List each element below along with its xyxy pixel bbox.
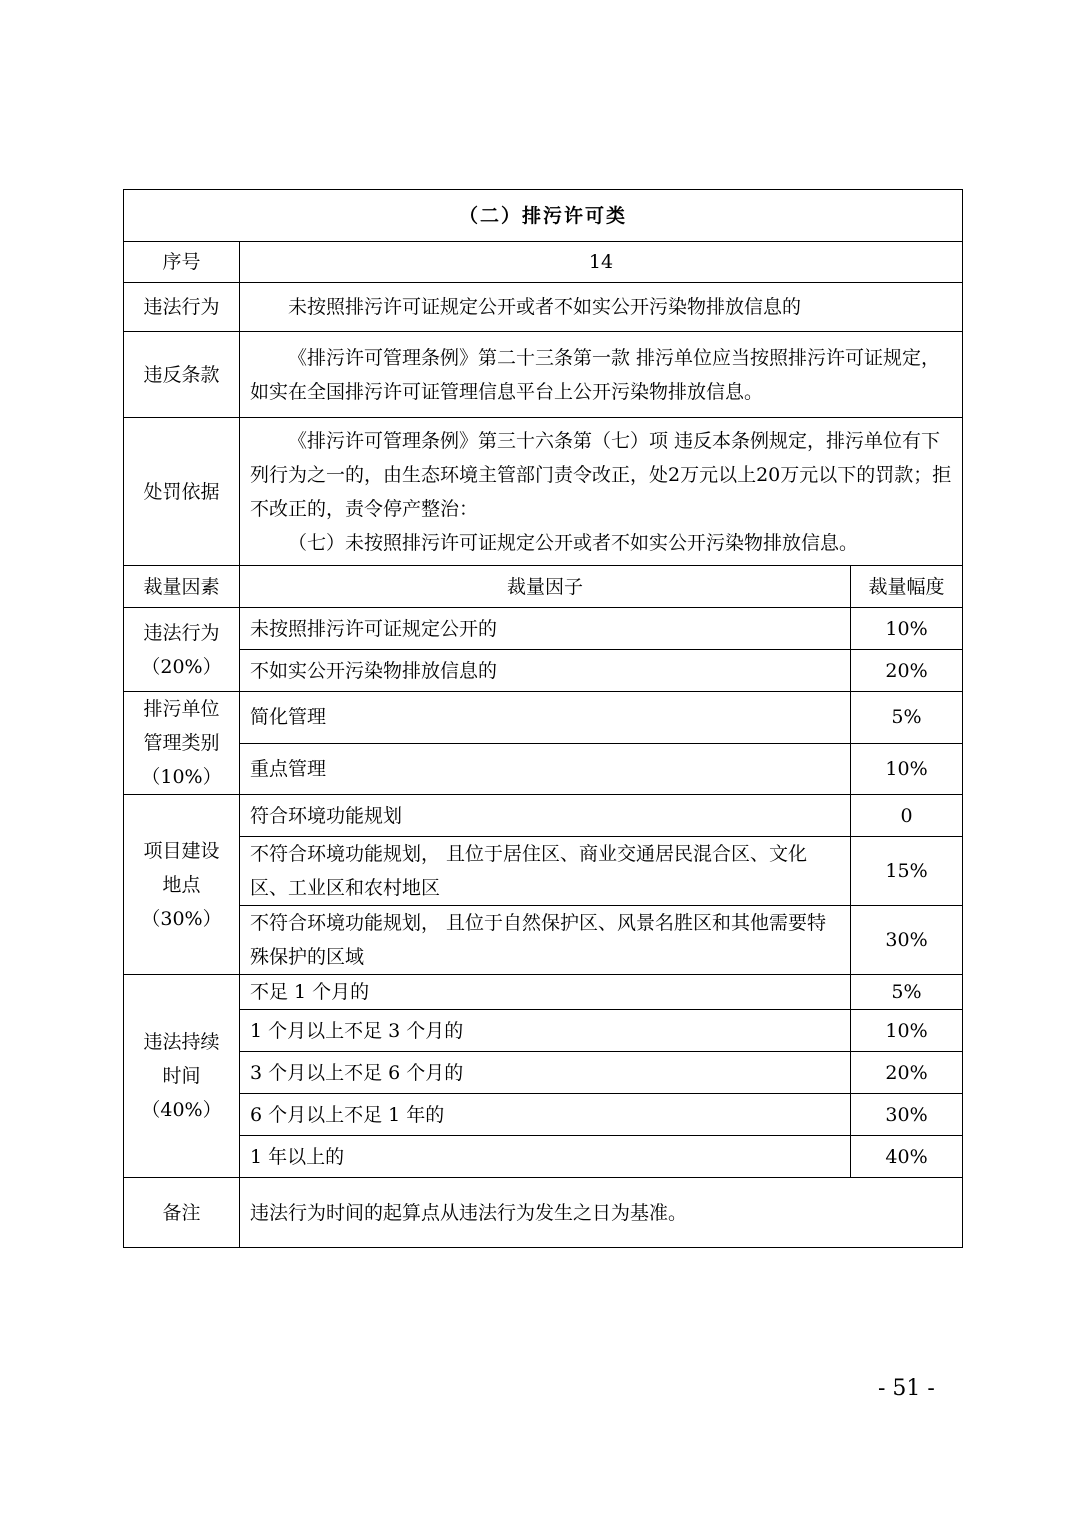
- table-row: [124, 1052, 963, 1094]
- range-cell: 15%: [851, 837, 963, 906]
- violation-label: 违法行为: [124, 283, 240, 332]
- range-cell: 20%: [851, 650, 963, 692]
- table-title: （二）排污许可类: [124, 190, 963, 242]
- header-factor: 裁量因子: [240, 566, 851, 608]
- factor-cell: 1 个月以上不足 3 个月的: [240, 1010, 851, 1052]
- basis-label: 处罚依据: [124, 418, 240, 566]
- range-cell: 5%: [851, 975, 963, 1010]
- factor-cell: 未按照排污许可证规定公开的: [240, 608, 851, 650]
- table-row: [124, 906, 963, 975]
- table-row: [124, 795, 963, 837]
- factor-cell: 3 个月以上不足 6 个月的: [240, 1052, 851, 1094]
- violation-value: 未按照排污许可证规定公开或者不如实公开污染物排放信息的: [240, 283, 963, 332]
- factor-cell: 不足 1 个月的: [240, 975, 851, 1010]
- header-factor-group: 裁量因素: [124, 566, 240, 608]
- range-cell: 5%: [851, 692, 963, 744]
- factor-cell: 1 年以上的: [240, 1136, 851, 1178]
- factor-cell: 6 个月以上不足 1 年的: [240, 1094, 851, 1136]
- range-cell: 20%: [851, 1052, 963, 1094]
- remark-value: 违法行为时间的起算点从违法行为发生之日为基准。: [240, 1178, 963, 1248]
- range-cell: 10%: [851, 743, 963, 795]
- basis-paragraph-1: 《排污许可管理条例》第三十六条第（七）项 违反本条例规定，排污单位有下列行为之一的，由生态环境主管部门责令改正，处2万元以上20万元以下的罚款；拒不改正的，责令停产整治：: [250, 429, 952, 520]
- table-row: [124, 1136, 963, 1178]
- factor-cell: 不如实公开污染物排放信息的: [240, 650, 851, 692]
- range-cell: 30%: [851, 1094, 963, 1136]
- table-row: [124, 837, 963, 906]
- group-label: 违法行为 （20%）: [124, 608, 240, 692]
- table-row: [124, 1010, 963, 1052]
- table-row: [124, 608, 963, 650]
- group-label: 违法持续 时间 （40%）: [124, 975, 240, 1178]
- group-label: 排污单位 管理类别 （10%）: [124, 692, 240, 795]
- range-cell: 0: [851, 795, 963, 837]
- page-number: - 51 -: [878, 1376, 935, 1401]
- factor-cell: 重点管理: [240, 743, 851, 795]
- factor-cell: 不符合环境功能规划， 且位于自然保护区、风景名胜区和其他需要特殊保护的区域: [240, 906, 851, 975]
- remark-label: 备注: [124, 1178, 240, 1248]
- table-row: [124, 743, 963, 795]
- table-row: [124, 692, 963, 744]
- factor-cell: 符合环境功能规划: [240, 795, 851, 837]
- clause-value: 《排污许可管理条例》第二十三条第一款 排污单位应当按照排污许可证规定，如实在全国排污许可证管理信息平台上公开污染物排放信息。: [240, 332, 963, 418]
- table-row: [124, 975, 963, 1010]
- range-cell: 10%: [851, 1010, 963, 1052]
- range-cell: 30%: [851, 906, 963, 975]
- penalty-discretion-table: [123, 189, 963, 1248]
- group-label: 项目建设 地点 （30%）: [124, 795, 240, 975]
- factor-cell: 不符合环境功能规划， 且位于居住区、商业交通居民混合区、文化区、工业区和农村地区: [240, 837, 851, 906]
- range-cell: 10%: [851, 608, 963, 650]
- serial-label: 序号: [124, 242, 240, 283]
- factor-cell: 简化管理: [240, 692, 851, 744]
- table-row: [124, 650, 963, 692]
- basis-paragraph-2: （七）未按照排污许可证规定公开或者不如实公开污染物排放信息。: [288, 531, 859, 554]
- serial-value: 14: [240, 242, 963, 283]
- range-cell: 40%: [851, 1136, 963, 1178]
- clause-label: 违反条款: [124, 332, 240, 418]
- basis-value: [240, 418, 963, 566]
- table-row: [124, 1094, 963, 1136]
- header-range: 裁量幅度: [851, 566, 963, 608]
